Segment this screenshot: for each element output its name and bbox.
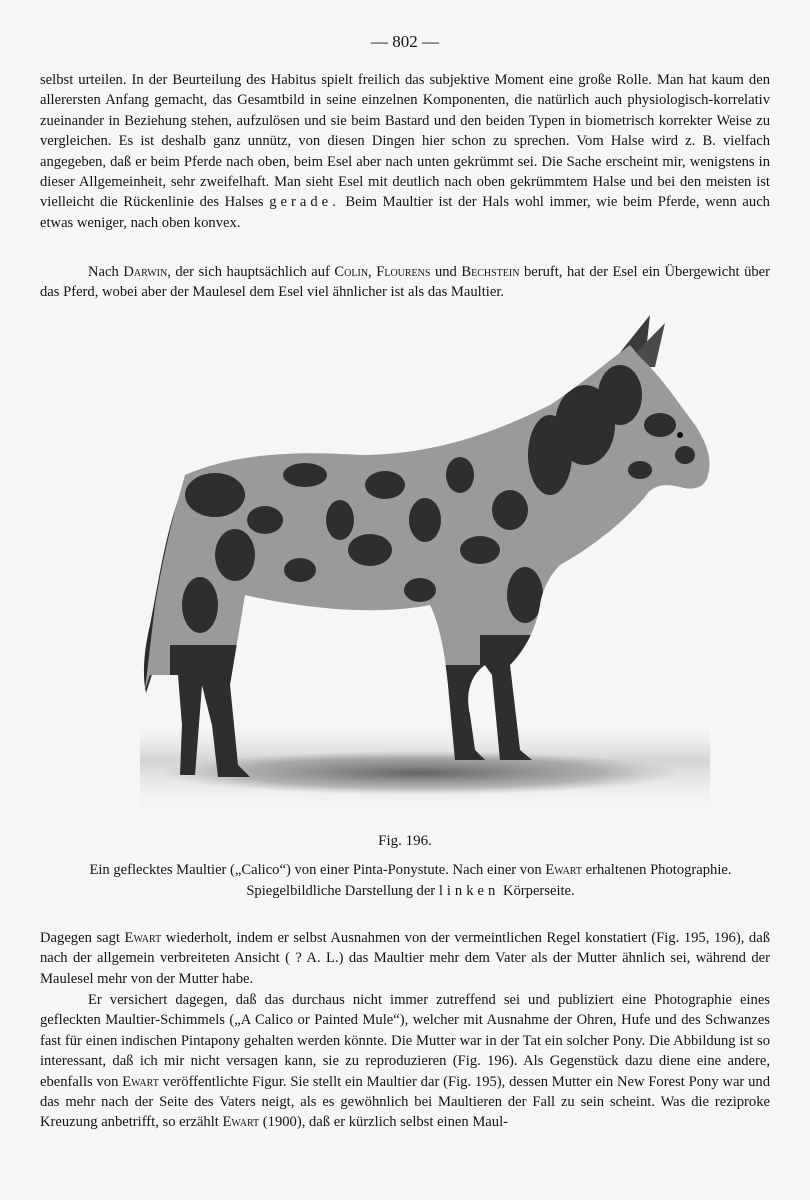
body-paragraph-habitus [40, 70, 770, 233]
text-run: beruft, hat der Esel ein Übergewicht über das Pferd, wobei aber der Maulesel dem Esel viel ähnlicher ist als das Maultier. [40, 264, 770, 301]
author-bechstein: Bechstein [461, 264, 520, 280]
spaced-emphasis: linken [438, 883, 500, 899]
mule-illustration [140, 305, 710, 810]
text-run: wiederholt, indem er selbst Ausnahmen von der vermeintlichen Regel konstatiert (Fig. 195, 196), daß nach der allgemein verbreiteten Ansicht ( ? A. L.) das Maultier mehr dem Vater als der Mutter ähnlich sei, während der Maulesel mehr von der Mutter habe. [40, 930, 770, 987]
text-run: (1900), daß er kürzlich selbst einen Maul- [259, 1114, 508, 1131]
text-run: Körperseite. [499, 883, 575, 899]
paragraph-text: selbst urteilen. In der Beurteilung des Habitus spielt freilich das subjektive Moment eine große Rolle. Man hat kaum den allerersten Anfang gemacht, das Gesamtbild in seine einzelnen Komponenten, die natürlich auch physiologisch-korrelativ zueinander in Beziehung stehen, aufzulösen und sie beim Bastard und den beiden Typen in biometrisch korrekter Weise zu vergleichen. Es ist deshalb ganz unnütz, von diesen Dingen hier schon zu sprechen. Vom Halse wird z. B. vielfach angegeben, daß er beim Pferde nach oben, beim Esel aber nach unten gekrümmt sei. Die Sache erscheint mir, wenigstens in dieser Allgemeinheit, sehr zweifelhaft. Man sieht Esel mit deutlich nach oben gekrümmtem Halse und bei den meisten ist vielleicht die Rückenlinie des Halses [40, 72, 770, 211]
figure-photo-spotted-mule [140, 305, 710, 810]
figure-label: Fig. 196. [378, 833, 432, 849]
author-flourens: Flourens [376, 264, 431, 280]
mule-eye [677, 432, 683, 438]
body-paragraph-ewart-claim [40, 928, 770, 989]
body-paragraph-calico-mule [40, 990, 770, 1133]
author-ewart: Ewart [122, 1073, 159, 1090]
author-darwin: Darwin [123, 264, 168, 280]
author-ewart: Ewart [124, 930, 162, 946]
paragraph-text: Beim Maultier ist der Hals wohl immer, wie beim Pferde, wenn auch etwas weniger, nach oben konvex. [40, 194, 770, 231]
author-ewart: Ewart [222, 1114, 260, 1131]
text-run: erhaltenen Photographie. Spiegelbildliche Darstellung der [246, 862, 732, 899]
text-run: , der sich hauptsächlich auf [167, 264, 335, 280]
author-ewart: Ewart [545, 862, 582, 878]
body-paragraph-darwin [40, 262, 770, 303]
page-number: — 802 — [371, 32, 439, 51]
text-run: Ein geflecktes Maultier („Calico“) von einer Pinta-Ponystute. Nach einer von [89, 862, 546, 878]
text-run: veröffentlichte Figur. Sie stellt ein Maultier dar (Fig. 195), dessen Mutter ein New Forest Pony war und das mehr nach der Seite des Vaters neigt, als es gewöhnlich bei Maultieren der Fall zu sein scheint. Was die reziproke Kreuzung anbetrifft, so erzählt [40, 1073, 770, 1131]
text-run: Nach [88, 264, 124, 280]
text-run: Dagegen sagt [40, 930, 125, 946]
text-run: , [368, 264, 377, 280]
text-run: und [430, 264, 462, 280]
text-run: Er versichert dagegen, daß das durchaus nicht immer zutreffend sei und publiziert eine Photographie eines gefleckten Maultier-Schimmels („A Calico or Painted Mule“), welcher mit Ausnahme der Ohren, Hufe und des Schwanzes fast für einen indischen Pintapony gehalten werden könnte. Die Mutter war in der Tat ein solcher Pony. Die Abbildung ist so interessant, daß ich mir nicht versagen kann, sie zu reproduzieren (Fig. 196). Als Gegenstück dazu diene eine andere, ebenfalls von [40, 992, 770, 1090]
author-colin: Colin [334, 264, 369, 280]
figure-caption [48, 860, 773, 902]
spaced-emphasis: gerade. [269, 194, 340, 211]
